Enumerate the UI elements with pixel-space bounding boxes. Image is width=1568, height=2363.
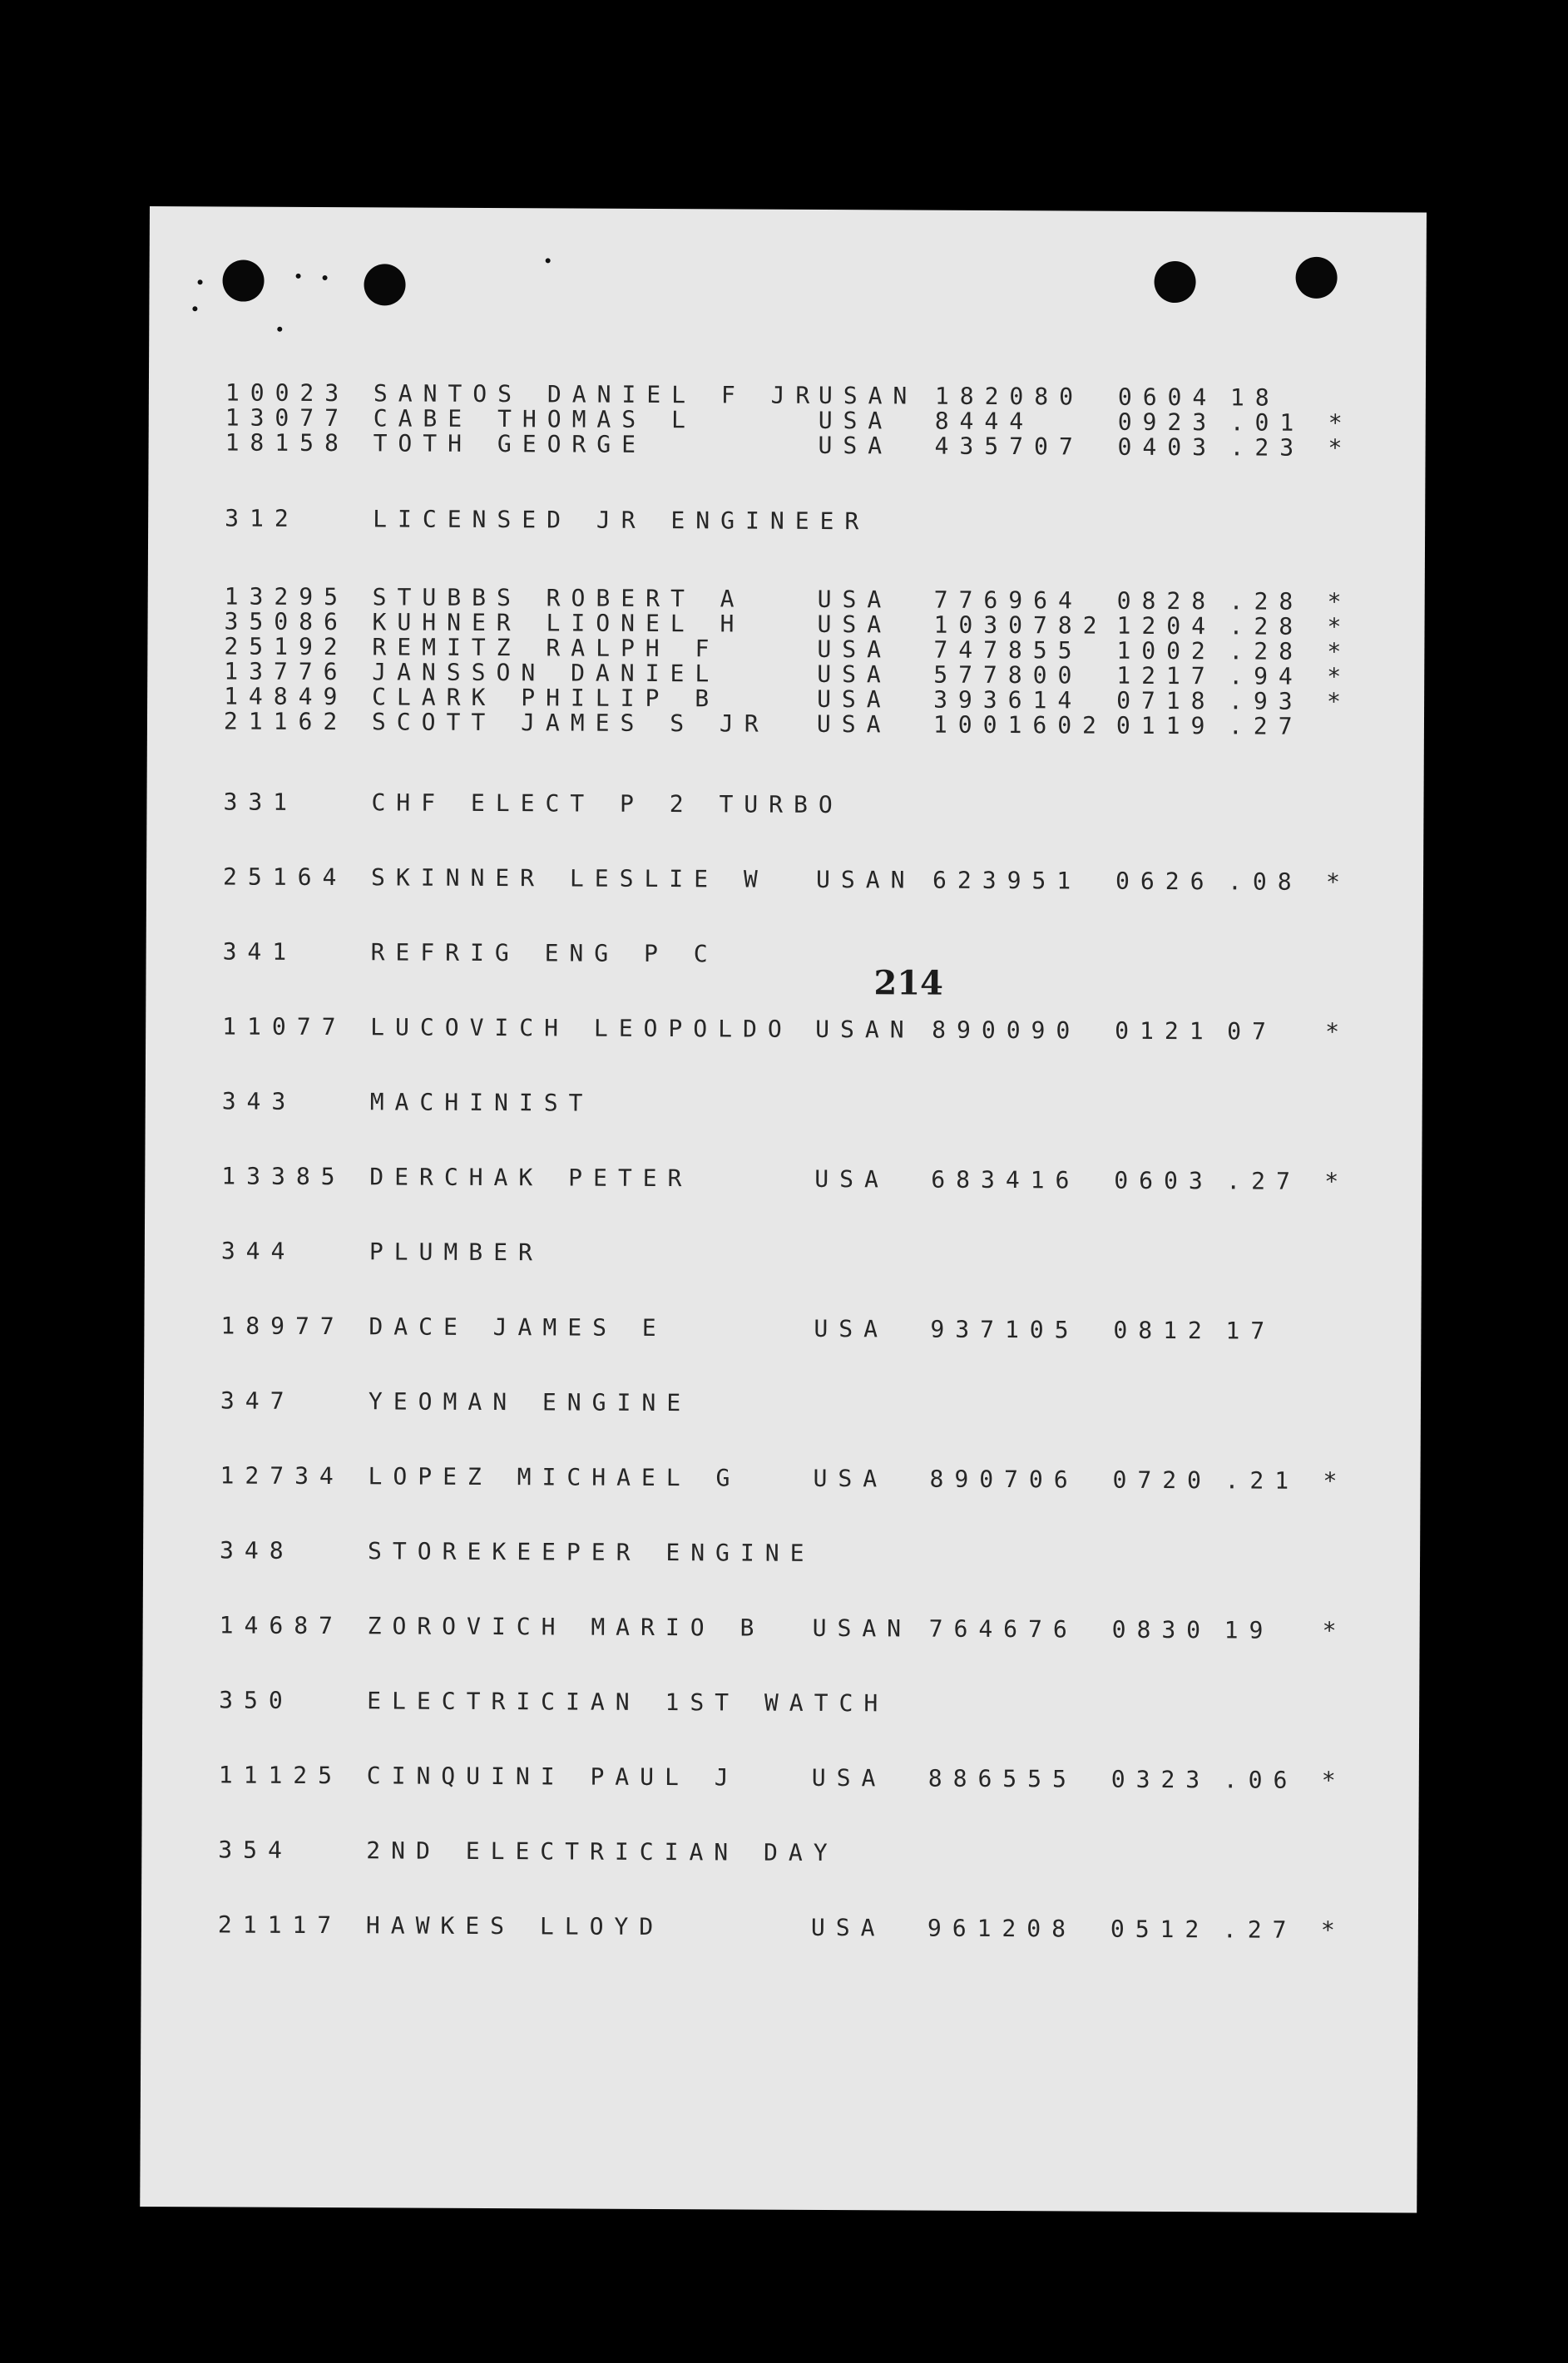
reference-number: 890090 (932, 1016, 1081, 1045)
reference-number: 764676 (928, 1614, 1078, 1644)
reference-number: 8444 (934, 407, 1035, 436)
employee-name: DACE JAMES E (369, 1313, 667, 1342)
citizenship: USA (818, 431, 893, 460)
date-code: 0626 (1115, 867, 1215, 896)
section-code: 331 (223, 788, 299, 816)
section-code: 341 (222, 937, 298, 966)
date-code: 0323 (1110, 1765, 1211, 1794)
reference-number: 182080 (934, 382, 1085, 411)
rate-value: .01 (1229, 408, 1305, 437)
ink-speck (296, 274, 301, 279)
asterisk-mark: * (1321, 1766, 1347, 1795)
date-code: 0720 (1112, 1466, 1213, 1495)
employee-name: STUBBS ROBERT A (372, 583, 745, 613)
citizenship: USA (817, 685, 892, 714)
employee-id: 13385 (221, 1162, 346, 1191)
section-title: REFRIG ENG P C (370, 938, 719, 968)
rate-value: .23 (1229, 433, 1305, 462)
asterisk-mark: * (1328, 433, 1353, 462)
citizenship: USAN (815, 865, 916, 894)
reference-number: 937105 (930, 1315, 1080, 1344)
section-code: 350 (219, 1686, 294, 1714)
rate-value: .93 (1229, 687, 1303, 715)
employee-id: 10023 (225, 378, 350, 408)
citizenship: USA (814, 1164, 889, 1194)
ink-speck (277, 327, 282, 332)
date-code: 0121 (1115, 1016, 1214, 1046)
employee-name: LUCOVICH LEOPOLDO (370, 1013, 793, 1043)
citizenship: USA (817, 660, 892, 689)
section-code: 312 (225, 504, 299, 532)
punch-hole (1295, 257, 1337, 299)
employee-name: DERCHAK PETER (369, 1163, 693, 1193)
section-title: LICENSED JR ENGINEER (373, 505, 870, 536)
citizenship: USA (817, 610, 893, 639)
citizenship: USA (810, 1913, 886, 1942)
employee-id: 25192 (224, 632, 349, 661)
employee-name: JANSSON DANIEL (372, 658, 720, 688)
rate-value: .27 (1226, 1167, 1301, 1195)
employee-id: 11077 (222, 1012, 347, 1041)
employee-name: SCOTT JAMES S JR (371, 708, 769, 738)
page-number: 214 (873, 963, 944, 1003)
employee-id: 14849 (224, 682, 349, 711)
punch-hole (222, 260, 264, 301)
citizenship: USA (811, 1763, 887, 1792)
employee-id: 21162 (223, 707, 349, 736)
asterisk-mark: * (1327, 637, 1353, 666)
employee-name: LOPEZ MICHAEL G (368, 1462, 741, 1492)
employee-name: SANTOS DANIEL F JR (373, 379, 821, 409)
asterisk-mark: * (1322, 1616, 1348, 1645)
citizenship: USA (817, 585, 893, 614)
employee-id: 25164 (222, 863, 348, 892)
employee-name: TOTH GEORGE (373, 429, 647, 458)
citizenship: USA (818, 406, 893, 435)
section-title: CHF ELECT P 2 TURBO (371, 788, 843, 819)
rate-value: 17 (1225, 1317, 1276, 1345)
employee-id: 12734 (220, 1461, 344, 1490)
reference-number: 393614 (933, 685, 1083, 714)
rate-value: .28 (1229, 612, 1304, 640)
asterisk-mark: * (1320, 1916, 1346, 1945)
citizenship: USAN (812, 1614, 913, 1643)
citizenship: USA (817, 635, 893, 664)
citizenship: USA (816, 709, 892, 739)
date-code: 0512 (1110, 1915, 1210, 1944)
employee-name: CINQUINI PAUL J (366, 1762, 739, 1792)
citizenship: USA (813, 1464, 888, 1493)
employee-name: REMITZ RALPH F (372, 633, 720, 663)
reference-number: 1001602 (932, 710, 1108, 739)
asterisk-mark: * (1325, 868, 1351, 897)
date-code: 1204 (1116, 611, 1217, 640)
citizenship: USAN (818, 381, 918, 410)
employee-id: 11125 (218, 1761, 344, 1790)
ink-speck (198, 279, 203, 284)
employee-name: SKINNER LESLIE W (370, 863, 769, 893)
asterisk-mark: * (1328, 408, 1353, 438)
rate-value: .27 (1222, 1916, 1298, 1944)
reference-number: 886555 (927, 1764, 1078, 1793)
section-code: 343 (221, 1087, 297, 1115)
date-code: 0812 (1113, 1316, 1213, 1345)
date-code: 0923 (1117, 408, 1218, 437)
asterisk-mark: * (1327, 587, 1353, 616)
asterisk-mark: * (1325, 1017, 1351, 1046)
employee-id: 21117 (217, 1911, 343, 1940)
section-title: 2ND ELECTRICIAN DAY (366, 1837, 838, 1867)
date-code: 1217 (1116, 661, 1216, 690)
date-code: 0718 (1116, 686, 1216, 715)
reference-number: 776964 (933, 586, 1083, 615)
employee-name: ZOROVICH MARIO B (367, 1612, 765, 1642)
employee-id: 18158 (225, 428, 349, 457)
punch-hole (364, 264, 405, 305)
reference-number: 683416 (931, 1165, 1081, 1194)
section-code: 348 (220, 1536, 294, 1565)
section-title: MACHINIST (369, 1088, 594, 1117)
employee-id: 13295 (224, 582, 349, 611)
reference-number: 1030782 (933, 611, 1108, 640)
employee-id: 13776 (224, 657, 349, 686)
section-title: ELECTRICIAN 1ST WATCH (367, 1687, 889, 1718)
rate-value: .94 (1229, 662, 1303, 690)
date-code: 1002 (1116, 636, 1216, 665)
employee-name: KUHNER LIONEL H (372, 608, 745, 638)
asterisk-mark: * (1327, 612, 1353, 641)
asterisk-mark: * (1327, 687, 1353, 716)
section-code: 354 (218, 1836, 294, 1864)
date-code: 0403 (1117, 433, 1218, 462)
ink-speck (323, 275, 328, 280)
citizenship: USAN (815, 1015, 915, 1044)
rate-value: .27 (1228, 712, 1303, 740)
section-title: YEOMAN ENGINE (368, 1387, 692, 1417)
reference-number: 961208 (927, 1914, 1077, 1943)
reference-number: 577800 (933, 660, 1083, 690)
reference-number: 747855 (933, 635, 1083, 665)
employee-name: CABE THOMAS L (373, 404, 696, 434)
ink-speck (546, 258, 551, 263)
rate-value: .28 (1229, 637, 1304, 665)
reference-number: 435707 (934, 432, 1084, 461)
rate-value: .28 (1229, 587, 1304, 615)
rate-value: 19 (1224, 1616, 1274, 1644)
date-code: 0119 (1115, 711, 1216, 740)
section-code: 344 (220, 1237, 296, 1265)
reference-number: 623951 (932, 866, 1082, 895)
reference-number: 890706 (929, 1465, 1079, 1494)
rate-value: .08 (1227, 868, 1303, 896)
document-sheet (140, 206, 1427, 2212)
section-title: PLUMBER (369, 1238, 543, 1267)
employee-name: CLARK PHILIP B (372, 683, 720, 713)
punch-hole (1154, 261, 1195, 303)
rate-value: .06 (1223, 1766, 1298, 1794)
date-code: 0830 (1111, 1615, 1212, 1644)
employee-id: 14687 (219, 1611, 344, 1640)
date-code: 0603 (1114, 1166, 1214, 1195)
employee-id: 18977 (220, 1312, 345, 1341)
section-code: 347 (220, 1387, 295, 1415)
rate-value: .21 (1224, 1466, 1300, 1495)
employee-id: 35086 (224, 607, 349, 636)
date-code: 0604 (1117, 383, 1218, 412)
employee-name: HAWKES LLOYD (365, 1911, 665, 1941)
asterisk-mark: * (1327, 662, 1353, 691)
employee-id: 13077 (225, 403, 350, 433)
ink-speck (192, 306, 197, 311)
asterisk-mark: * (1323, 1466, 1348, 1495)
section-title: STOREKEEPER ENGINE (368, 1537, 815, 1567)
date-code: 0828 (1116, 586, 1217, 615)
rate-value: 18 (1229, 383, 1280, 412)
asterisk-mark: * (1324, 1167, 1350, 1196)
rate-value: 07 (1227, 1017, 1277, 1046)
citizenship: USA (814, 1314, 889, 1343)
